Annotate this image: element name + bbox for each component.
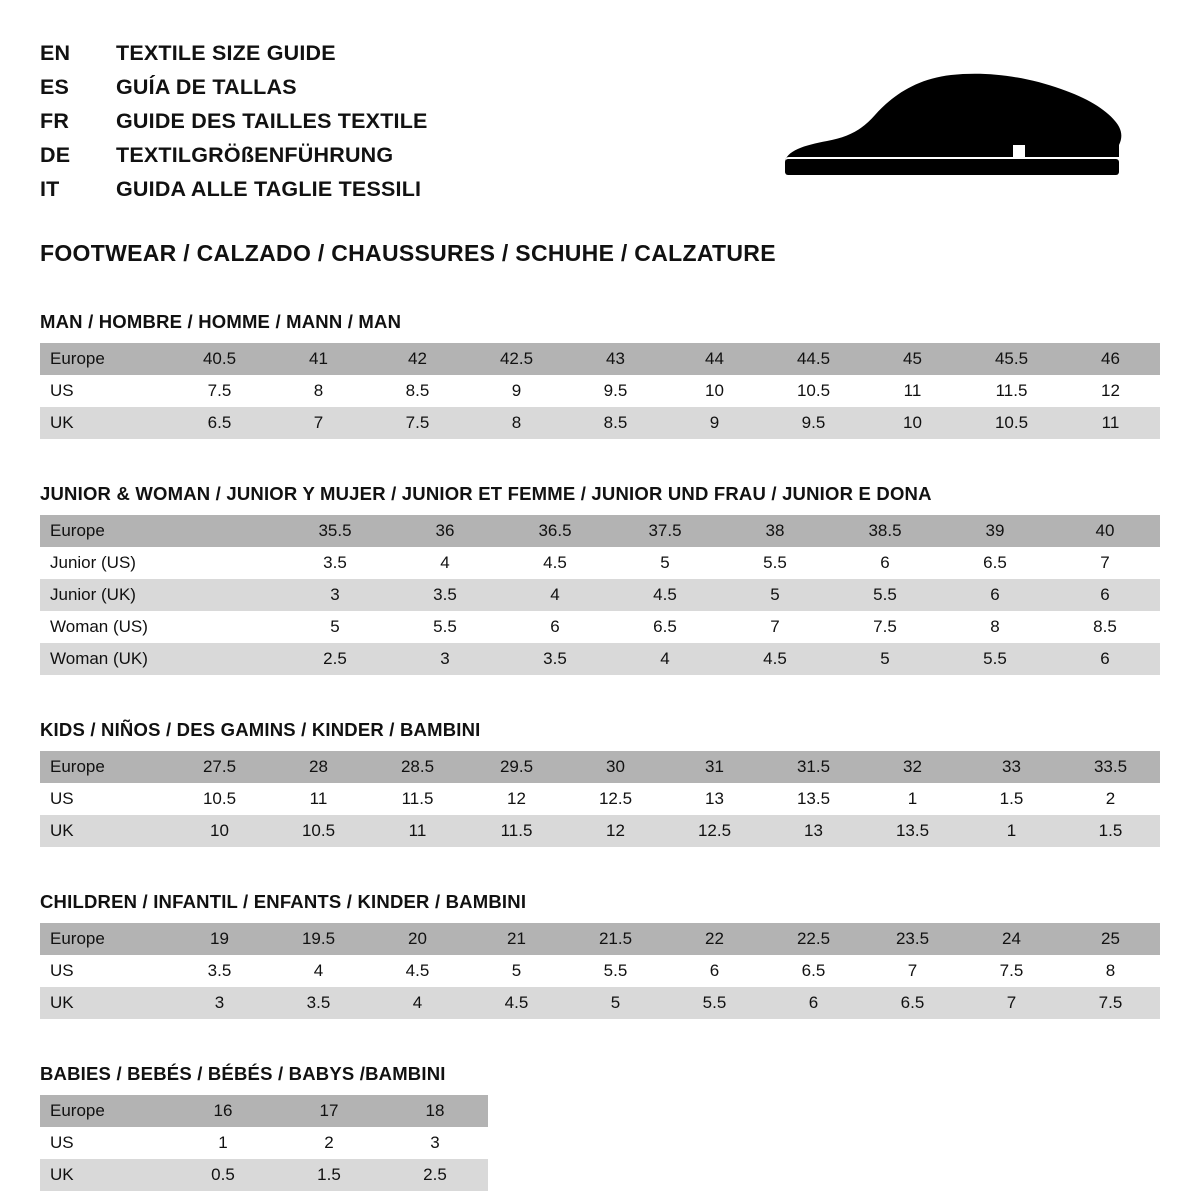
cell: 44.5 [764,343,863,375]
cell: 3.5 [280,547,390,579]
cell: 36.5 [500,515,610,547]
language-code: DE [40,143,71,167]
language-row [40,70,428,104]
cell: 7 [863,955,962,987]
cell: 0.5 [170,1159,276,1191]
cell: 10.5 [764,375,863,407]
size-block-man [40,311,1160,439]
table-row [40,579,1160,611]
row-label: Europe [40,343,170,375]
cell: 33 [962,751,1061,783]
table-row [40,783,1160,815]
cell: 11 [368,815,467,847]
cell: 25 [1061,923,1160,955]
cell: 37.5 [610,515,720,547]
table-row [40,343,1160,375]
cell: 5 [566,987,665,1019]
cell: 10.5 [269,815,368,847]
cell: 4.5 [500,547,610,579]
cell: 22 [665,923,764,955]
cell: 5 [610,547,720,579]
row-label: Europe [40,1095,170,1127]
cell: 1 [863,783,962,815]
cell: 12.5 [665,815,764,847]
cell: 33.5 [1061,751,1160,783]
cell: 13.5 [863,815,962,847]
table-row [40,955,1160,987]
cell: 16 [170,1095,276,1127]
cell: 21.5 [566,923,665,955]
cell: 11 [1061,407,1160,439]
cell: 4.5 [368,955,467,987]
row-label: UK [40,987,170,1019]
cell: 8 [940,611,1050,643]
row-label: Junior (US) [40,547,170,579]
cell: 11.5 [368,783,467,815]
language-row [40,172,428,206]
row-label: Europe [40,923,170,955]
table-row [40,611,1160,643]
cell: 30 [566,751,665,783]
cell [170,579,280,611]
cell: 5.5 [566,955,665,987]
language-title: TEXTILGRÖßENFÜHRUNG [116,143,394,167]
row-label: Woman (US) [40,611,170,643]
cell: 4.5 [720,643,830,675]
cell: 3.5 [170,955,269,987]
cell: 7.5 [962,955,1061,987]
cell: 3 [390,643,500,675]
cell: 5.5 [665,987,764,1019]
cell: 13 [764,815,863,847]
block-title: CHILDREN / INFANTIL / ENFANTS / KINDER / BAMBINI [40,891,527,912]
cell: 8 [1061,955,1160,987]
cell: 3.5 [390,579,500,611]
cell: 8.5 [368,375,467,407]
cell: 28.5 [368,751,467,783]
row-label: UK [40,815,170,847]
size-block-junior-woman [40,483,1160,675]
cell: 6 [764,987,863,1019]
table-row [40,1095,488,1127]
cell: 5.5 [390,611,500,643]
language-code: IT [40,177,60,201]
cell: 12 [467,783,566,815]
language-title: GUIDE DES TAILLES TEXTILE [116,109,428,133]
cell: 6 [940,579,1050,611]
cell: 13 [665,783,764,815]
table-row [40,375,1160,407]
cell [170,643,280,675]
cell: 3 [382,1127,488,1159]
cell: 32 [863,751,962,783]
language-code: FR [40,109,70,133]
cell: 21 [467,923,566,955]
cell: 1.5 [1061,815,1160,847]
cell: 2.5 [382,1159,488,1191]
cell: 6 [1050,579,1160,611]
cell: 18 [382,1095,488,1127]
table-row [40,751,1160,783]
size-table-man [40,343,1160,439]
cell: 8.5 [1050,611,1160,643]
cell: 7.5 [368,407,467,439]
cell: 43 [566,343,665,375]
cell: 9.5 [566,375,665,407]
cell: 44 [665,343,764,375]
cell: 46 [1061,343,1160,375]
cell: 5.5 [720,547,830,579]
row-label: US [40,1127,170,1159]
cell: 3.5 [269,987,368,1019]
cell: 35.5 [280,515,390,547]
cell: 40 [1050,515,1160,547]
table-row [40,407,1160,439]
cell: 2 [1061,783,1160,815]
cell: 10 [170,815,269,847]
cell: 3 [170,987,269,1019]
cell: 7 [720,611,830,643]
cell: 5.5 [940,643,1050,675]
cell: 1.5 [962,783,1061,815]
page-header [40,36,1160,206]
cell: 6 [830,547,940,579]
language-title-list [40,36,428,206]
cell: 6 [665,955,764,987]
cell: 6.5 [610,611,720,643]
size-table-junior-woman [40,515,1160,675]
cell: 7 [962,987,1061,1019]
cell: 4 [368,987,467,1019]
language-title: TEXTILE SIZE GUIDE [116,41,336,65]
cell: 29.5 [467,751,566,783]
cell: 11 [269,783,368,815]
cell: 4 [269,955,368,987]
language-code: EN [40,41,71,65]
cell: 4 [500,579,610,611]
cell: 1.5 [276,1159,382,1191]
cell: 6.5 [764,955,863,987]
size-block-kids [40,719,1160,847]
cell: 42 [368,343,467,375]
block-title: BABIES / BEBÉS / BÉBÉS / BABYS /BAMBINI [40,1063,446,1084]
cell: 4 [610,643,720,675]
cell: 7.5 [830,611,940,643]
table-row [40,643,1160,675]
row-label: US [40,375,170,407]
cell: 4 [390,547,500,579]
cell [170,611,280,643]
cell: 45.5 [962,343,1061,375]
cell: 10 [863,407,962,439]
cell: 19 [170,923,269,955]
cell: 31 [665,751,764,783]
language-title: GUÍA DE TALLAS [116,75,297,99]
cell: 9 [467,375,566,407]
table-row [40,1127,488,1159]
cell: 17 [276,1095,382,1127]
cell: 7 [1050,547,1160,579]
cell: 5 [830,643,940,675]
cell: 7.5 [1061,987,1160,1019]
language-row [40,36,428,70]
row-label: UK [40,1159,170,1191]
cell: 9 [665,407,764,439]
cell: 10.5 [170,783,269,815]
row-label: US [40,783,170,815]
cell: 20 [368,923,467,955]
row-label: Woman (UK) [40,643,170,675]
table-row [40,547,1160,579]
size-table-children [40,923,1160,1019]
table-row [40,987,1160,1019]
cell: 6 [1050,643,1160,675]
cell: 22.5 [764,923,863,955]
cell: 12 [566,815,665,847]
cell: 36 [390,515,500,547]
language-row [40,104,428,138]
cell: 11.5 [467,815,566,847]
cell: 2.5 [280,643,390,675]
cell: 11 [863,375,962,407]
cell: 39 [940,515,1050,547]
cell: 10 [665,375,764,407]
cell: 8.5 [566,407,665,439]
size-block-babies [40,1063,1160,1191]
cell: 9.5 [764,407,863,439]
dress-shoe-icon [770,56,1130,206]
cell: 4.5 [467,987,566,1019]
cell: 11.5 [962,375,1061,407]
cell: 6.5 [940,547,1050,579]
cell [170,515,280,547]
row-label: Europe [40,515,170,547]
cell: 3 [280,579,390,611]
row-label: US [40,955,170,987]
cell [170,547,280,579]
cell: 27.5 [170,751,269,783]
size-table-babies [40,1095,488,1191]
row-label: Junior (UK) [40,579,170,611]
language-row [40,138,428,172]
table-row [40,923,1160,955]
cell: 5 [467,955,566,987]
cell: 31.5 [764,751,863,783]
cell: 7.5 [170,375,269,407]
cell: 5 [720,579,830,611]
cell: 3.5 [500,643,610,675]
cell: 13.5 [764,783,863,815]
cell: 42.5 [467,343,566,375]
page-title: FOOTWEAR / CALZADO / CHAUSSURES / SCHUHE / CALZATURE [40,240,776,266]
cell: 10.5 [962,407,1061,439]
cell: 19.5 [269,923,368,955]
cell: 24 [962,923,1061,955]
cell: 8 [269,375,368,407]
cell: 41 [269,343,368,375]
block-title: KIDS / NIÑOS / DES GAMINS / KINDER / BAMBINI [40,719,481,740]
cell: 38 [720,515,830,547]
cell: 12 [1061,375,1160,407]
size-block-children [40,891,1160,1019]
language-title: GUIDA ALLE TAGLIE TESSILI [116,177,422,201]
size-table-kids [40,751,1160,847]
cell: 6.5 [170,407,269,439]
table-row [40,1159,488,1191]
cell: 45 [863,343,962,375]
block-title: MAN / HOMBRE / HOMME / MANN / MAN [40,311,402,332]
cell: 40.5 [170,343,269,375]
language-code: ES [40,75,70,99]
cell: 8 [467,407,566,439]
cell: 7 [269,407,368,439]
cell: 5.5 [830,579,940,611]
cell: 6 [500,611,610,643]
row-label: Europe [40,751,170,783]
table-row [40,515,1160,547]
cell: 1 [962,815,1061,847]
cell: 5 [280,611,390,643]
cell: 1 [170,1127,276,1159]
cell: 28 [269,751,368,783]
cell: 23.5 [863,923,962,955]
row-label: UK [40,407,170,439]
cell: 2 [276,1127,382,1159]
table-row [40,815,1160,847]
cell: 38.5 [830,515,940,547]
cell: 12.5 [566,783,665,815]
block-title: JUNIOR & WOMAN / JUNIOR Y MUJER / JUNIOR ET FEMME / JUNIOR UND FRAU / JUNIOR E DONA [40,483,932,504]
cell: 4.5 [610,579,720,611]
cell: 6.5 [863,987,962,1019]
